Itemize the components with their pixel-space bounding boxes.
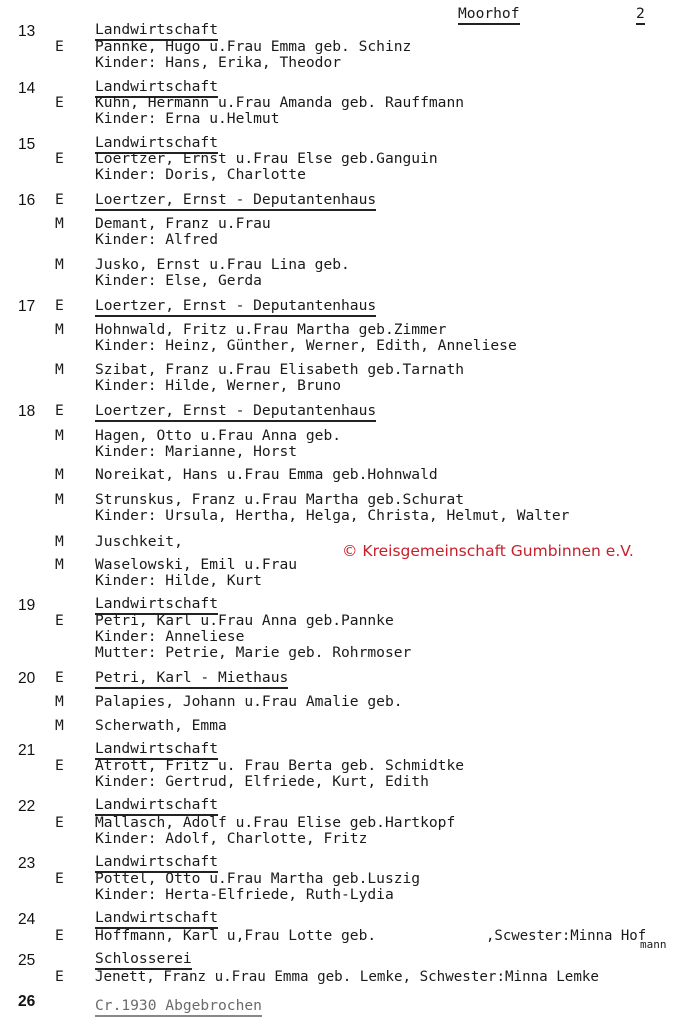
entry-line: Kinder: Marianne, Horst [95, 443, 298, 460]
entry-line: Juschkeit, [95, 533, 183, 550]
entry-heading: Landwirtschaft [95, 22, 218, 38]
entry-line: Szibat, Franz u.Frau Elisabeth geb.Tarnath [95, 361, 465, 378]
entry-line: Kühn, Hermann u.Frau Amanda geb. Rauffmann [95, 94, 465, 111]
entry-line: Mallasch, Adolf u.Frau Elise geb.Hartkopf [95, 814, 456, 831]
entry-code: E [55, 297, 64, 314]
entry-line: Kinder: Adolf, Charlotte, Fritz [95, 830, 368, 847]
entry-line: Kinder: Erna u.Helmut [95, 110, 280, 127]
entry-number: 19 [18, 597, 36, 614]
entry-line: Jusko, Ernst u.Frau Lina geb. [95, 256, 350, 273]
entry-code: M [55, 556, 64, 573]
entry-heading: Landwirtschaft [95, 135, 218, 151]
entry-code: M [55, 215, 64, 232]
entry-heading: Landwirtschaft [95, 741, 218, 757]
entry-number: 26 [18, 993, 36, 1010]
entry-line: Hohnwald, Fritz u.Frau Martha geb.Zimmer [95, 321, 447, 338]
entry-code: M [55, 361, 64, 378]
entry-line: Loertzer, Ernst u.Frau Else geb.Ganguin [95, 150, 438, 167]
entry-line: Petri, Karl u.Frau Anna geb.Pannke [95, 612, 394, 629]
entry-code: E [55, 968, 64, 985]
entry-line: Mutter: Petrie, Marie geb. Rohrmoser [95, 644, 412, 661]
entry-line: Kinder: Hilde, Werner, Bruno [95, 377, 342, 394]
entry-code: M [55, 256, 64, 273]
entry-line: Kinder: Heinz, Günther, Werner, Edith, Anneliese [95, 337, 517, 354]
entry-code: M [55, 466, 64, 483]
copyright-watermark: © Kreisgemeinschaft Gumbinnen e.V. [342, 542, 634, 560]
entry-line: Kinder: Anneliese [95, 628, 245, 645]
entry-code: M [55, 693, 64, 710]
entry-code: E [55, 757, 64, 774]
entry-code: E [55, 814, 64, 831]
entry-line: Waselowski, Emil u.Frau [95, 556, 298, 573]
entry-line: Pannke, Hugo u.Frau Emma geb. Schinz [95, 38, 412, 55]
entry-line: Kinder: Alfred [95, 231, 219, 248]
entry-code: M [55, 717, 64, 734]
entry-heading: Loertzer, Ernst - Deputantenhaus [95, 192, 376, 208]
entry-line: Kinder: Ursula, Hertha, Helga, Christa, Helmut, Walter [95, 507, 570, 524]
entry-line: Hoffmann, Karl u,Frau Lotte geb. [95, 927, 377, 944]
entry-number: 15 [18, 136, 36, 153]
entry-line: Palapies, Johann u.Frau Amalie geb. [95, 693, 403, 710]
entry-number: 20 [18, 670, 36, 687]
entry-number: 22 [18, 798, 36, 815]
entry-code: E [55, 402, 64, 419]
entry-line: Strunskus, Franz u.Frau Martha geb.Schurat [95, 491, 465, 508]
entry-line: Kinder: Else, Gerda [95, 272, 262, 289]
entry-heading: Landwirtschaft [95, 596, 218, 612]
entry-heading: Loertzer, Ernst - Deputantenhaus [95, 298, 376, 314]
entry-line: Demant, Franz u.Frau [95, 215, 271, 232]
entry-number: 18 [18, 403, 36, 420]
entry-code: E [55, 38, 64, 55]
entry-number: 14 [18, 80, 36, 97]
entry-number: 24 [18, 911, 36, 928]
entry-line: Kinder: Herta-Elfriede, Ruth-Lydia [95, 886, 394, 903]
entry-heading: Petri, Karl - Miethaus [95, 670, 288, 686]
sister-note-suffix: mann [640, 938, 667, 951]
entry-heading: Landwirtschaft [95, 797, 218, 813]
entry-line: Kinder: Hilde, Kurt [95, 572, 262, 589]
entry-line: Kinder: Gertrud, Elfriede, Kurt, Edith [95, 773, 429, 790]
page-number: 2 [636, 6, 645, 22]
place-header: Moorhof [458, 6, 520, 22]
entry-heading: Landwirtschaft [95, 79, 218, 95]
entry-line: Pottel, Otto u.Frau Martha geb.Luszig [95, 870, 421, 887]
entry-line: Scherwath, Emma [95, 717, 227, 734]
entry-number: 21 [18, 742, 36, 759]
entry-code: E [55, 191, 64, 208]
entry-code: M [55, 427, 64, 444]
entry-heading: Landwirtschaft [95, 910, 218, 926]
entry-number: 23 [18, 855, 36, 872]
entry-code: E [55, 870, 64, 887]
entry-code: E [55, 612, 64, 629]
entry-number: 17 [18, 298, 36, 315]
entry-code: E [55, 94, 64, 111]
entry-line: Hagen, Otto u.Frau Anna geb. [95, 427, 342, 444]
entry-line: Kinder: Doris, Charlotte [95, 166, 306, 183]
entry-code: M [55, 321, 64, 338]
entry-heading: Landwirtschaft [95, 854, 218, 870]
entry-code: M [55, 491, 64, 508]
entry-number: 13 [18, 23, 36, 40]
entry-code: E [55, 669, 64, 686]
entry-number: 16 [18, 192, 36, 209]
entry-line: Kinder: Hans, Erika, Theodor [95, 54, 342, 71]
entry-line: Atrott, Fritz u. Frau Berta geb. Schmidtke [95, 757, 465, 774]
entry-line: Noreikat, Hans u.Frau Emma geb.Hohnwald [95, 466, 438, 483]
entry-line: Jenett, Franz u.Frau Emma geb. Lemke, Schwester:Minna Lemke [95, 969, 599, 985]
entry-note: Cr.1930 Abgebrochen [95, 998, 262, 1014]
entry-code: E [55, 927, 64, 944]
entry-code: M [55, 533, 64, 550]
entry-heading: Schlosserei [95, 951, 192, 967]
entry-number: 25 [18, 952, 36, 969]
entry-heading: Loertzer, Ernst - Deputantenhaus [95, 403, 376, 419]
entry-code: E [55, 150, 64, 167]
sister-note: ,Scwester:Minna Hof [486, 928, 647, 944]
